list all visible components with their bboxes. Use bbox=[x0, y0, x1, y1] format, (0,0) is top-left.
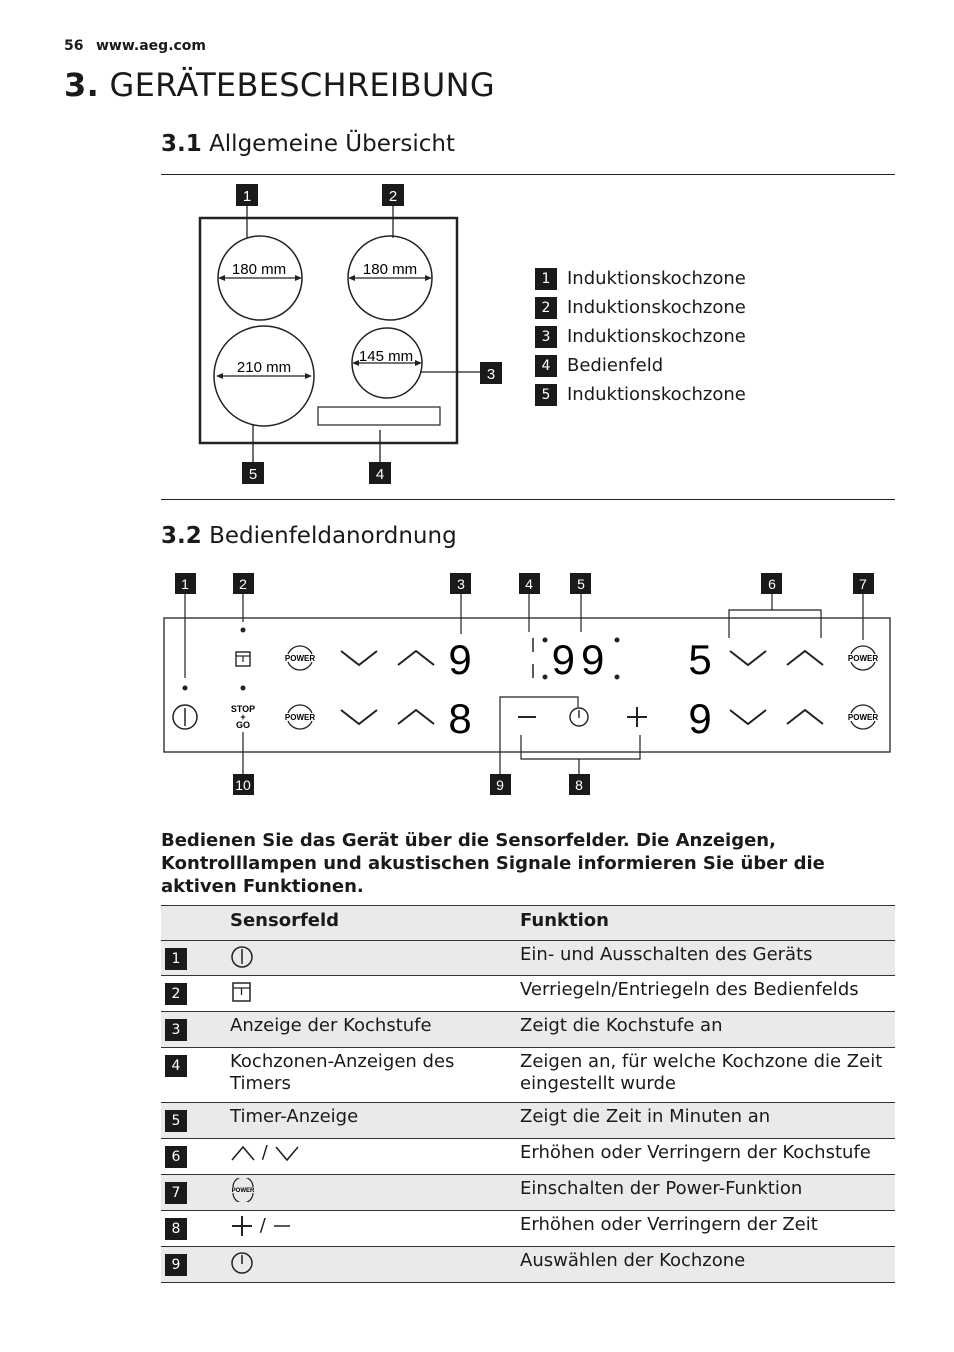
svg-text:5: 5 bbox=[248, 466, 258, 483]
intro-text: Bedienen Sie das Gerät über die Sensorfelder. Die Anzeigen, Kontrolllampen und akustischen Signale informieren Sie über die aktiven Funktionen. bbox=[161, 830, 825, 897]
callout-10: 10 bbox=[235, 777, 251, 793]
table-row bbox=[161, 1247, 895, 1283]
row-number: 1 bbox=[165, 948, 187, 970]
legend-label: Induktionskochzone bbox=[567, 297, 746, 318]
svg-text:POWER: POWER bbox=[284, 713, 316, 722]
function-text: Verriegeln/Entriegeln des Bedienfelds bbox=[520, 979, 859, 1000]
heat-display-bottom-left: 8 bbox=[448, 695, 472, 742]
legend-number: 2 bbox=[535, 297, 557, 319]
table-header-row bbox=[161, 906, 895, 941]
heat-display-top-left: 9 bbox=[448, 636, 472, 683]
legend-item bbox=[535, 351, 746, 380]
function-text: Einschalten der Power-Funktion bbox=[520, 1178, 803, 1199]
function-text: Zeigen an, für welche Kochzone die Zeit eingestellt wurde bbox=[520, 1051, 883, 1094]
callout-8: 8 bbox=[575, 777, 583, 793]
svg-text:GO: GO bbox=[235, 720, 251, 730]
function-text: Ein- und Ausschalten des Geräts bbox=[520, 944, 813, 965]
legend-label: Induktionskochzone bbox=[567, 268, 746, 289]
function-text: Zeigt die Zeit in Minuten an bbox=[520, 1106, 771, 1127]
table-header: Funktion bbox=[520, 910, 609, 931]
table-row bbox=[161, 1139, 895, 1175]
callout-5: 5 bbox=[577, 576, 585, 592]
hob-overview-diagram bbox=[190, 180, 510, 485]
sensor-table bbox=[161, 905, 895, 1283]
zone-3-size: 145 mm bbox=[358, 348, 414, 365]
header-url: www.aeg.com bbox=[96, 38, 207, 54]
section-title: Bedienfeldanordnung bbox=[209, 523, 457, 549]
legend-number: 5 bbox=[535, 384, 557, 406]
row-number: 7 bbox=[165, 1182, 187, 1204]
heat-display-top-right: 5 bbox=[688, 636, 712, 683]
table-row bbox=[161, 1175, 895, 1211]
sensor-label: Timer-Anzeige bbox=[230, 1106, 359, 1127]
table-header bbox=[161, 906, 222, 941]
table-header: Sensorfeld bbox=[230, 910, 340, 931]
svg-text:3: 3 bbox=[486, 366, 496, 383]
lock-icon bbox=[230, 979, 254, 1003]
table-row bbox=[161, 1012, 895, 1048]
sensor-label: Kochzonen-Anzeigen des Timers bbox=[230, 1051, 455, 1094]
control-panel-outline bbox=[318, 407, 440, 425]
svg-text:POWER: POWER bbox=[284, 654, 316, 663]
svg-text:POWER: POWER bbox=[847, 654, 879, 663]
svg-text:+: + bbox=[240, 712, 246, 722]
table-row bbox=[161, 941, 895, 976]
function-text: Erhöhen oder Verringern der Zeit bbox=[520, 1214, 818, 1235]
section-number: 3.1 bbox=[161, 131, 202, 157]
function-text: Erhöhen oder Verringern der Kochstufe bbox=[520, 1142, 871, 1163]
plus-icon bbox=[230, 1214, 254, 1238]
chapter-number: 3. bbox=[64, 66, 100, 104]
row-number: 2 bbox=[165, 983, 187, 1005]
function-text: Auswählen der Kochzone bbox=[520, 1250, 746, 1271]
down-arrow-icon bbox=[274, 1142, 300, 1164]
power-on-off-icon bbox=[230, 944, 254, 968]
up-arrow-icon bbox=[230, 1142, 256, 1164]
zone-2-size: 180 mm bbox=[362, 261, 418, 278]
legend-label: Induktionskochzone bbox=[567, 326, 746, 347]
heat-display-bottom-right: 9 bbox=[688, 695, 712, 742]
legend-label: Induktionskochzone bbox=[567, 384, 746, 405]
callout-1: 1 bbox=[181, 576, 189, 592]
callout-7: 7 bbox=[859, 576, 867, 592]
chapter-title-text: GERÄTEBESCHREIBUNG bbox=[109, 66, 495, 104]
divider bbox=[161, 499, 895, 500]
row-number: 6 bbox=[165, 1146, 187, 1168]
section-title: Allgemeine Übersicht bbox=[209, 131, 455, 157]
stop-go-sensor: STOP bbox=[230, 704, 256, 714]
legend-item bbox=[535, 322, 746, 351]
section-number: 3.2 bbox=[161, 523, 202, 549]
zone-1-size: 180 mm bbox=[231, 261, 287, 278]
callout-2: 2 bbox=[239, 576, 247, 592]
section-heading-3-2 bbox=[161, 523, 457, 549]
row-number: 8 bbox=[165, 1218, 187, 1240]
power-boost-icon bbox=[230, 1178, 256, 1202]
panel-outline bbox=[164, 618, 890, 752]
callout-9: 9 bbox=[496, 777, 504, 793]
sensor-label: Anzeige der Kochstufe bbox=[230, 1015, 432, 1036]
legend-number: 3 bbox=[535, 326, 557, 348]
table-row bbox=[161, 1211, 895, 1247]
page-number: 56 bbox=[64, 38, 84, 54]
svg-text:POWER: POWER bbox=[847, 713, 879, 722]
table-row bbox=[161, 1103, 895, 1139]
legend-number: 4 bbox=[535, 355, 557, 377]
minus-icon bbox=[272, 1214, 292, 1238]
legend-item bbox=[535, 293, 746, 322]
zone-5-size: 210 mm bbox=[236, 359, 292, 376]
row-number: 5 bbox=[165, 1110, 187, 1132]
sensor-label: / bbox=[259, 1215, 266, 1236]
timer-display: 99 bbox=[551, 636, 611, 683]
callout-6: 6 bbox=[768, 576, 776, 592]
function-text: Zeigt die Kochstufe an bbox=[520, 1015, 723, 1036]
divider bbox=[161, 174, 895, 175]
legend-number: 1 bbox=[535, 268, 557, 290]
row-number: 9 bbox=[165, 1254, 187, 1276]
table-row bbox=[161, 976, 895, 1012]
callout-3: 3 bbox=[457, 576, 465, 592]
section-heading-3-1 bbox=[161, 131, 455, 157]
row-number: 3 bbox=[165, 1019, 187, 1041]
row-number: 4 bbox=[165, 1055, 187, 1077]
overview-legend bbox=[535, 264, 746, 409]
sensor-label: / bbox=[261, 1142, 268, 1163]
svg-text:1: 1 bbox=[242, 188, 252, 205]
legend-item bbox=[535, 264, 746, 293]
svg-text:POWER: POWER bbox=[231, 1188, 255, 1194]
chapter-title bbox=[64, 66, 495, 104]
legend-label: Bedienfeld bbox=[567, 355, 664, 376]
callout-4: 4 bbox=[525, 576, 533, 592]
svg-text:4: 4 bbox=[375, 466, 385, 483]
table-row bbox=[161, 1048, 895, 1103]
control-panel-diagram bbox=[160, 570, 896, 800]
legend-item bbox=[535, 380, 746, 409]
svg-text:2: 2 bbox=[388, 188, 398, 205]
zone-select-icon bbox=[230, 1250, 254, 1274]
